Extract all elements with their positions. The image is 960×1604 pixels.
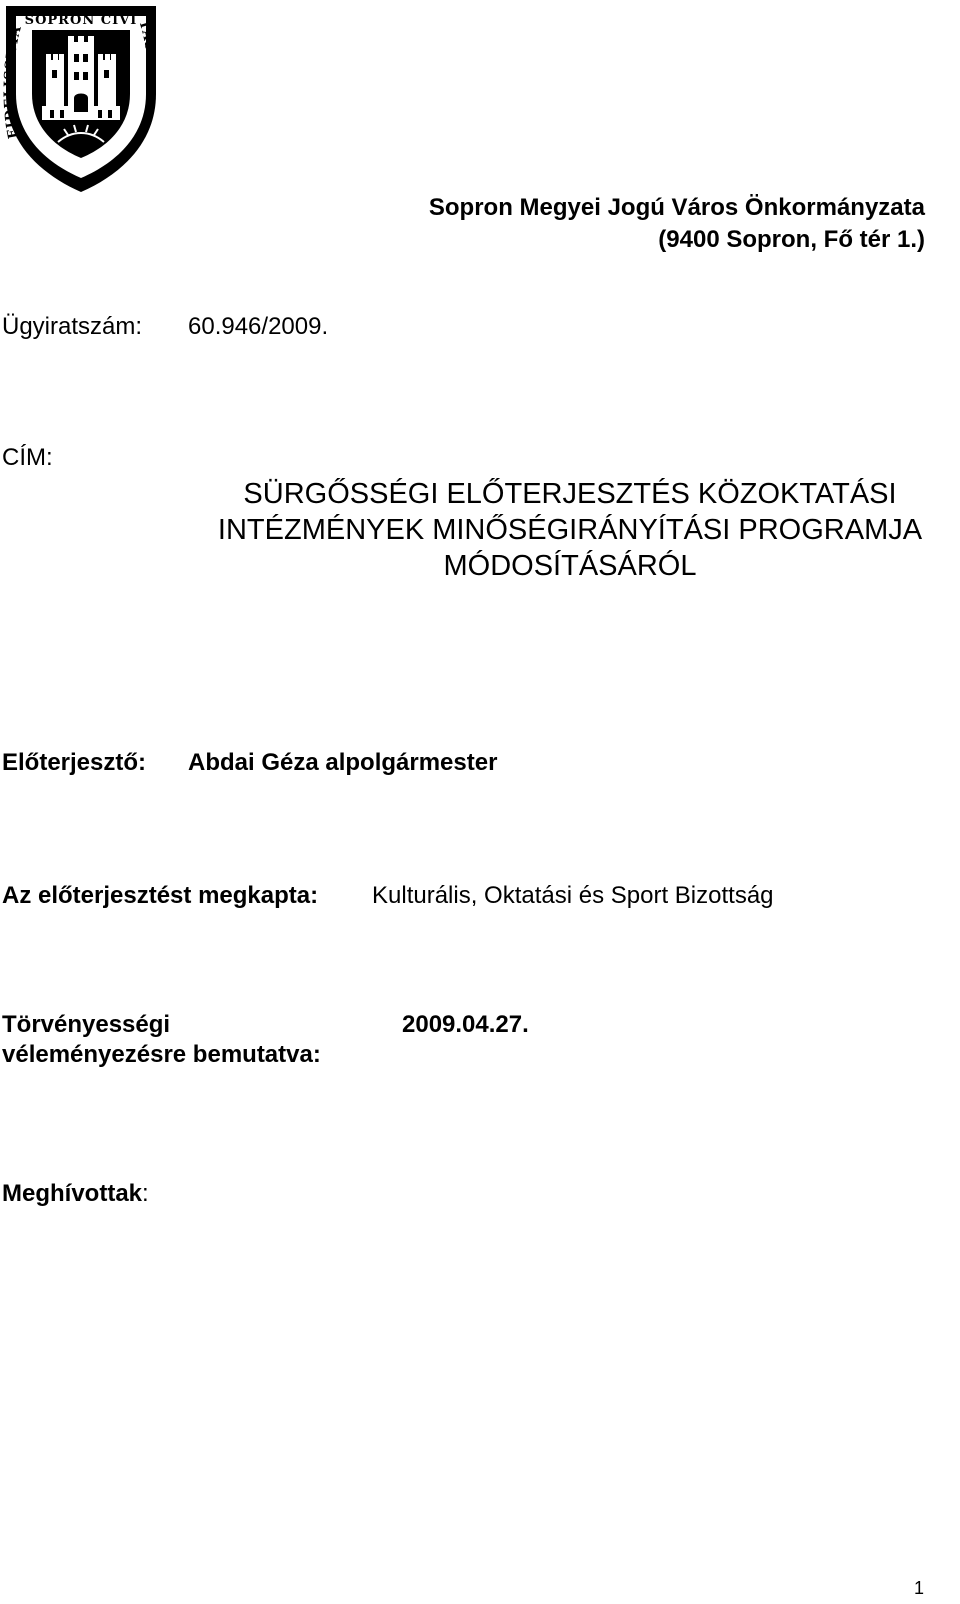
organization-name: Sopron Megyei Jogú Város Önkormányzata (428, 194, 925, 221)
recipient-label: Az előterjesztést megkapta: (2, 882, 319, 909)
organization-address: (9400 Sopron, Fő tér 1.) (658, 226, 925, 253)
legality-label-line-2: véleményezésre bemutatva: (2, 1041, 321, 1068)
document-title (180, 476, 960, 584)
seal-text: FIDELISSIMA SOPRON CIVITAS (2, 13, 158, 140)
recipient-value: Kulturális, Oktatási és Sport Bizottság (372, 882, 774, 909)
legality-label-line-1: Törvényességi (2, 1011, 171, 1038)
page-number: 1 (914, 1578, 925, 1598)
title-label: CÍM: (2, 444, 53, 471)
legality-date: 2009.04.27. (402, 1011, 529, 1038)
title-line-3: MÓDOSÍTÁSÁRÓL (443, 550, 697, 582)
title-line-1: SÜRGŐSSÉGI ELŐTERJESZTÉS KÖZOKTATÁSI (243, 478, 897, 510)
presenter-value: Abdai Géza alpolgármester (188, 749, 498, 776)
invited-label-text: Meghívottak (2, 1180, 143, 1207)
case-number-label: Ügyiratszám: (2, 313, 143, 340)
invited-colon: : (142, 1180, 149, 1207)
city-seal-logo (2, 2, 160, 194)
presenter-label: Előterjesztő: (2, 749, 147, 776)
case-number-value: 60.946/2009. (188, 313, 329, 340)
invited-label (2, 1180, 149, 1208)
title-line-2: INTÉZMÉNYEK MINŐSÉGIRÁNYÍTÁSI PROGRAMJA (217, 514, 923, 546)
